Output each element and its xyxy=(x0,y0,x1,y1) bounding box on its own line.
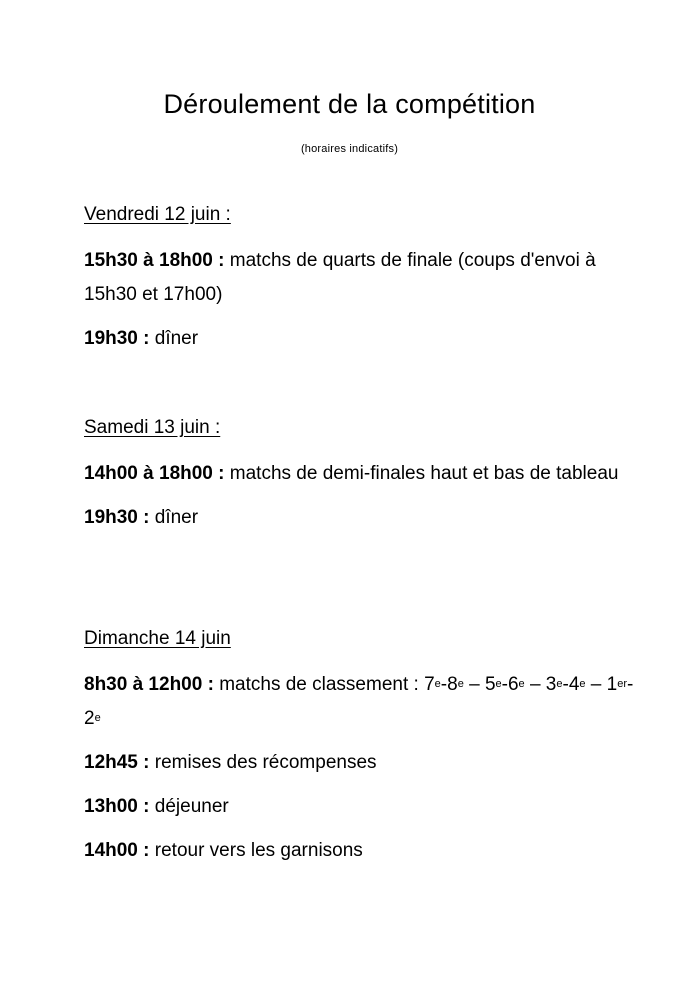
entry-text: matchs de quarts de finale (coups d'envoi à 15h30 et 17h00) xyxy=(84,250,596,305)
schedule-entry xyxy=(84,790,644,824)
entry-text: dîner xyxy=(154,328,199,349)
schedule-entry: 8h30 à 12h00 : matchs de classement : 7e-8e – 5e-6e – 3e-4e – 1er-2e xyxy=(84,674,634,729)
day-section-saturday xyxy=(84,414,644,545)
entry-text: matchs de demi-finales haut et bas de tableau xyxy=(229,463,619,484)
entry-text: retour vers les garnisons xyxy=(154,840,363,861)
page-subtitle: (horaires indicatifs) xyxy=(300,143,399,155)
schedule-entry xyxy=(84,244,644,312)
schedule-entry xyxy=(84,834,644,868)
day-heading: Samedi 13 juin : xyxy=(84,417,221,438)
entry-text: matchs de classement : xyxy=(219,674,419,695)
day-heading: Vendredi 12 juin : xyxy=(84,204,231,225)
schedule-entry xyxy=(84,501,644,535)
entry-time: 13h00 : xyxy=(84,796,150,817)
entry-text: remises des récompenses xyxy=(154,752,377,773)
entry-text: déjeuner xyxy=(154,796,229,817)
schedule-entry xyxy=(84,322,644,356)
entry-time: 15h30 à 18h00 : xyxy=(84,250,225,271)
ranking-pair: 5e-6e xyxy=(484,674,525,695)
page-title: Déroulement de la compétition xyxy=(163,89,536,119)
entry-time: 14h00 : xyxy=(84,840,150,861)
day-section-sunday xyxy=(84,625,644,878)
day-heading: Dimanche 14 juin xyxy=(84,628,231,649)
entry-text: dîner xyxy=(154,507,199,528)
schedule-entry xyxy=(84,457,644,491)
entry-time: 12h45 : xyxy=(84,752,150,773)
entry-time: 19h30 : xyxy=(84,507,150,528)
ranking-pair: 3e-4e xyxy=(545,674,586,695)
day-section-friday xyxy=(84,201,644,366)
entry-time: 19h30 : xyxy=(84,328,150,349)
entry-time: 14h00 à 18h00 : xyxy=(84,463,225,484)
entry-time: 8h30 à 12h00 : xyxy=(84,674,214,695)
schedule-entry xyxy=(84,746,644,780)
ranking-pair: 7e-8e xyxy=(424,674,464,695)
ranking-pair: 1er-2e xyxy=(84,674,634,729)
